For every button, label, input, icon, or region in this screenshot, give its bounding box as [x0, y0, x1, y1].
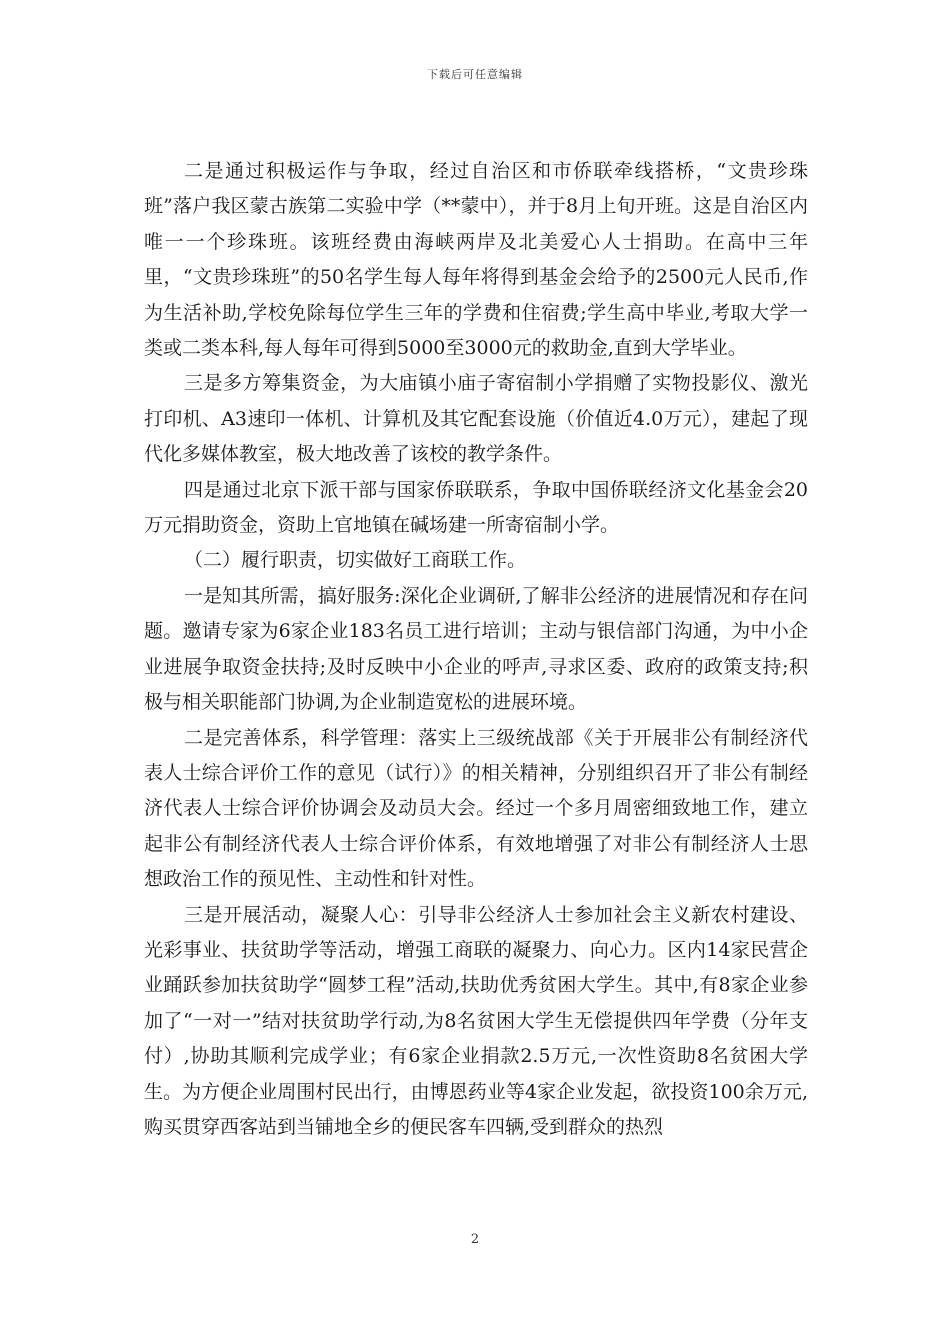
- document-body: [144, 154, 808, 1145]
- section-heading-commerce-federation: （二）履行职责，切实做好工商联工作。: [184, 549, 527, 572]
- paragraph-multimedia-donation: 三是多方筹集资金，为大庙镇小庙子寄宿制小学捐赠了实物投影仪、激光打印机、A3速印一体机、计算机及其它配套设施（价值近4.0万元），建起了现代化多媒体教室，极大地改善了该校的教学条件。: [144, 372, 808, 466]
- paragraph-evaluation-system: 二是完善体系，科学管理：落实上三级统战部《关于开展非公有制经济代表人士综合评价工作的意见（试行）》的相关精神，分别组织召开了非公有制经济代表人士综合评价协调会及动员大会。经过一个多月周密细致地工作，建立起非公有制经济代表人士综合评价体系，有效地增强了对非公有制经济人士思想政治工作的预见性、主动性和针对性。: [144, 726, 808, 891]
- page-number: 2: [470, 1232, 480, 1247]
- page-header: 下载后可任意编辑: [427, 68, 523, 81]
- paragraph-activities: 三是开展活动，凝聚人心：引导非公经济人士参加社会主义新农村建设、光彩事业、扶贫助学等活动，增强工商联的凝聚力、向心力。区内14家民营企业踊跃参加扶贫助学“圆梦工程”活动,扶助优秀贫困大学生。其中,有8家企业参加了“一对一”结对扶贫助学行动,为8名贫困大学生无偿提供四年学费（分年支付）,协助其顺利完成学业；有6家企业捐款2.5万元,一次性资助8名贫困大学生。为方便企业周围村民出行，由博恩药业等4家企业发起，欲投资100余万元,购买贯穿西客站到当铺地全乡的便民客车四辆,受到群众的热烈: [144, 903, 808, 1138]
- paragraph-enterprise-services: 一是知其所需，搞好服务:深化企业调研,了解非公经济的进展情况和存在问题。邀请专家为6家企业183名员工进行培训；主动与银信部门沟通，为中小企业进展争取资金扶持;及时反映中小企业的呼声,寻求区委、政府的政策支持;积极与相关职能部门协调,为企业制造宽松的进展环境。: [144, 584, 808, 714]
- paragraph-boarding-school-fund: 四是通过北京下派干部与国家侨联联系，争取中国侨联经济文化基金会20万元捐助资金，资助上官地镇在碱场建一所寄宿制小学。: [144, 478, 808, 537]
- paragraph-scholarship-class: 二是通过积极运作与争取，经过自治区和市侨联牵线搭桥，“文贵珍珠班”落户我区蒙古族第二实验中学（**蒙中），并于8月上旬开班。这是自治区内唯一一个珍珠班。该班经费由海峡两岸及北美爱心人士捐助。在高中三年里，“文贵珍珠班”的50名学生每人每年将得到基金会给予的2500元人民币,作为生活补助,学校免除每位学生三年的学费和住宿费;学生高中毕业,考取大学一类或二类本科,每人每年可得到5000至3000元的救助金,直到大学毕业。: [144, 160, 808, 360]
